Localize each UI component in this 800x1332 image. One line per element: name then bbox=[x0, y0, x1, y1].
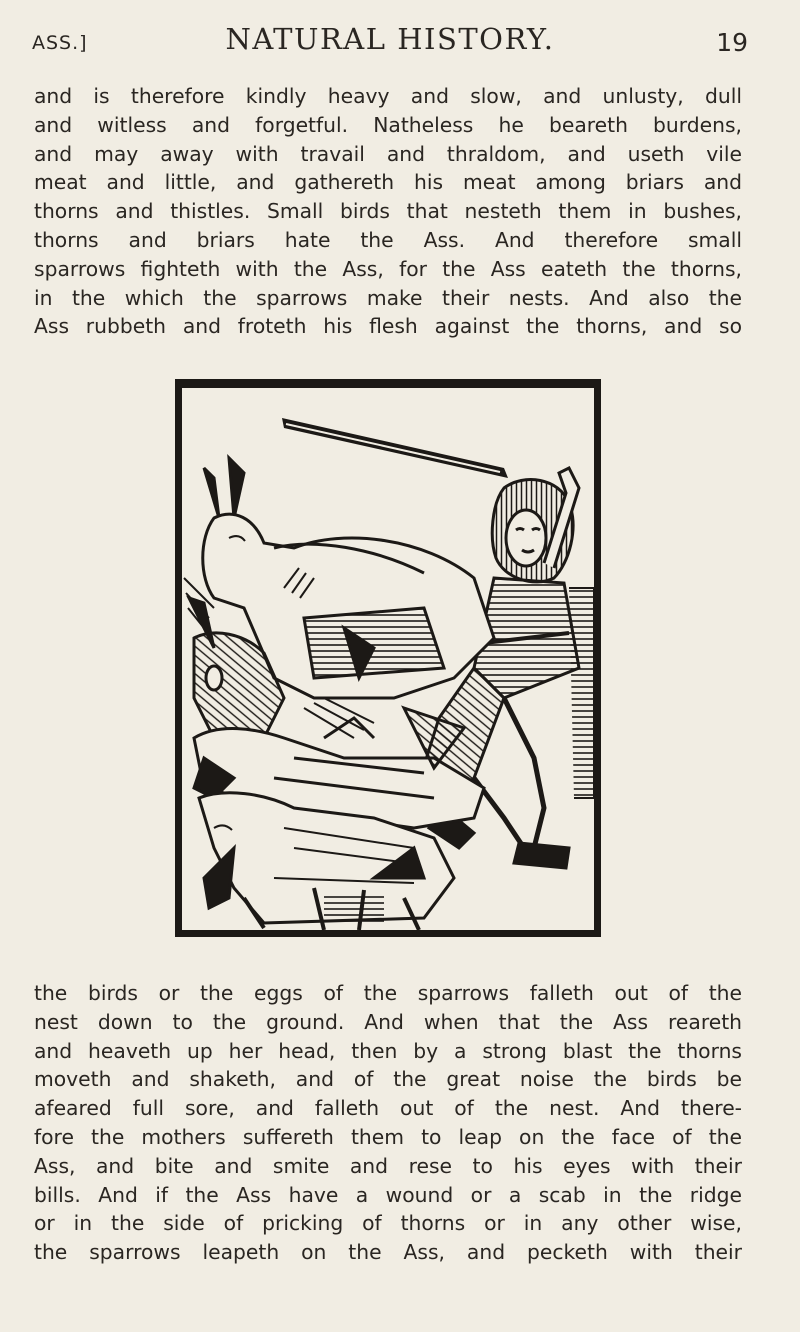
text-line: Ass rubbeth and froteth his flesh against the thorns, and so bbox=[34, 314, 742, 339]
text-line: meat and little, and gathereth his meat among briars and bbox=[34, 170, 742, 195]
text-line: thorns and thistles. Small birds that nesteth them in bushes, bbox=[34, 199, 742, 224]
text-line: or in the side of pricking of thorns or in any other wise, bbox=[34, 1211, 742, 1236]
text-line: the sparrows leapeth on the Ass, and pecketh with their bbox=[34, 1240, 742, 1265]
section-label: ASS.] bbox=[32, 32, 88, 54]
text-line: afeared full sore, and falleth out of the nest. And there- bbox=[34, 1096, 742, 1121]
text-line: and heaveth up her head, then by a strong blast the thorns bbox=[34, 1038, 742, 1063]
text-line: the birds or the eggs of the sparrows falleth out of the bbox=[34, 981, 742, 1005]
text-line: sparrows fighteth with the Ass, for the Ass eateth the thorns, bbox=[34, 256, 742, 281]
text-line: nest down to the ground. And when that the Ass reareth bbox=[34, 1009, 742, 1034]
text-line: and witless and forgetful. Natheless he beareth burdens, bbox=[34, 112, 742, 137]
page-number: 19 bbox=[716, 28, 748, 57]
running-head bbox=[32, 22, 748, 62]
page-header-title: NATURAL HISTORY. bbox=[225, 22, 555, 56]
paragraph-bottom bbox=[34, 979, 742, 1267]
text-line: bills. And if the Ass have a wound or a scab in the ridge bbox=[34, 1182, 742, 1207]
woodcut-illustration bbox=[174, 378, 604, 940]
text-line: and is therefore kindly heavy and slow, and unlusty, dull bbox=[34, 84, 742, 108]
text-line: thorns and briars hate the Ass. And therefore small bbox=[34, 227, 742, 252]
text-line: in the which the sparrows make their nests. And also the bbox=[34, 285, 742, 310]
staff-icon bbox=[282, 418, 508, 478]
text-line: fore the mothers suffereth them to leap on the face of the bbox=[34, 1124, 742, 1149]
paragraph-top bbox=[34, 82, 742, 341]
text-line: and may away with travail and thraldom, and useth vile bbox=[34, 141, 742, 166]
text-line: moveth and shaketh, and of the great noise the birds be bbox=[34, 1067, 742, 1092]
text-line: Ass, and bite and smite and rese to his eyes with their bbox=[34, 1153, 742, 1178]
